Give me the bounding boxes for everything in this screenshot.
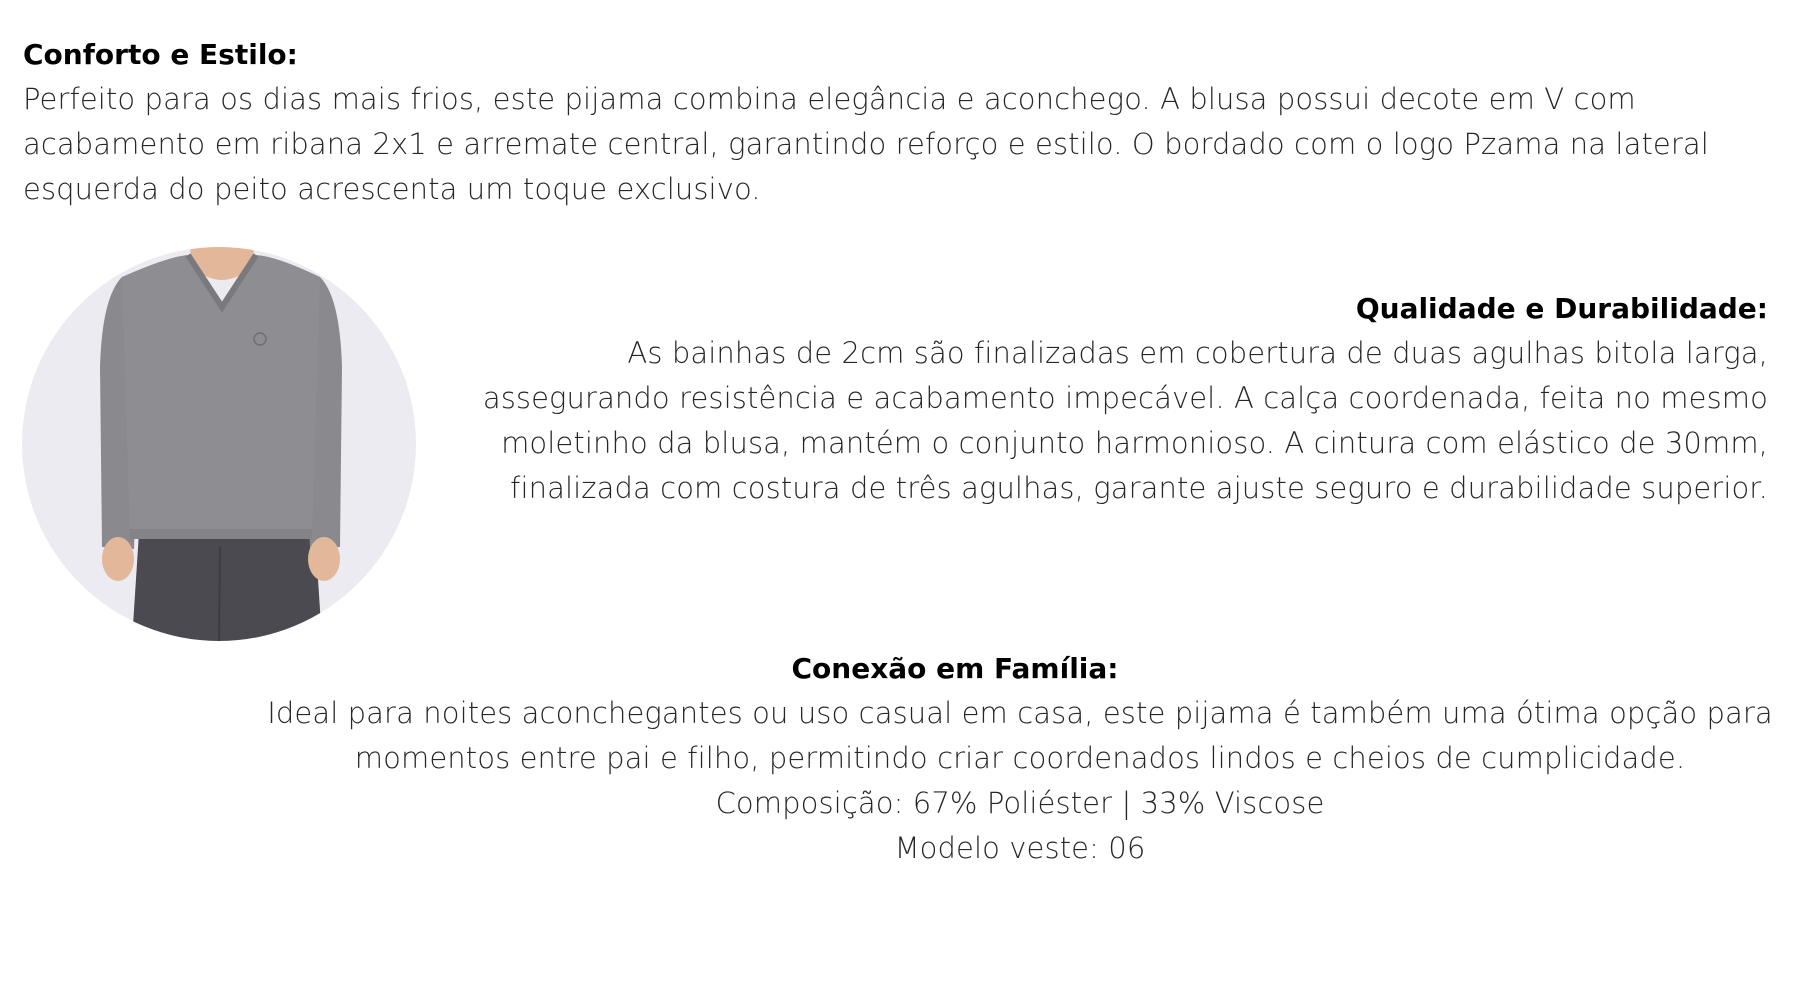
kid-pajama-illustration: [22, 247, 416, 641]
paragraph-comfort-style: Perfeito para os dias mais frios, este pijama combina elegância e aconchego. A blusa possui decote em V com acabamento em ribana 2x1 e arremate central, garantindo reforço e estilo. O bordado com o logo Pzama na lateral esquerda do peito acrescenta um toque exclusivo.: [23, 82, 1709, 206]
section-comfort-style: [23, 32, 1783, 212]
heading-quality-durability: Qualidade e Durabilidade:: [1355, 292, 1768, 325]
section-quality-durability: [440, 286, 1768, 511]
model-size-text: Modelo veste: 06: [894, 831, 1146, 865]
paragraph-family-line-1: Ideal para noites aconchegantes ou uso casual em casa, este pijama é também uma ótima opção para: [267, 696, 1773, 730]
composition-text: Composição: 67% Poliéster | 33% Viscose: [715, 786, 1325, 820]
heading-family-connection: Conexão em Família:: [791, 652, 1119, 685]
section-family-connection: [240, 646, 1800, 871]
paragraph-quality-durability: As bainhas de 2cm são finalizadas em cobertura de duas agulhas bitola larga, assegurando resistência e acabamento impecável. A calça coordenada, feita no mesmo moletinho da blusa, mantém o conjunto harmonioso. A cintura com elástico de 30mm, finalizada com costura de três agulhas, garante ajuste seguro e durabilidade superior.: [482, 336, 1768, 505]
heading-comfort-style: Conforto e Estilo:: [23, 38, 298, 71]
product-photo: [22, 247, 416, 641]
paragraph-family-line-2: momentos entre pai e filho, permitindo criar coordenados lindos e cheios de cumplicidade.: [354, 741, 1686, 775]
